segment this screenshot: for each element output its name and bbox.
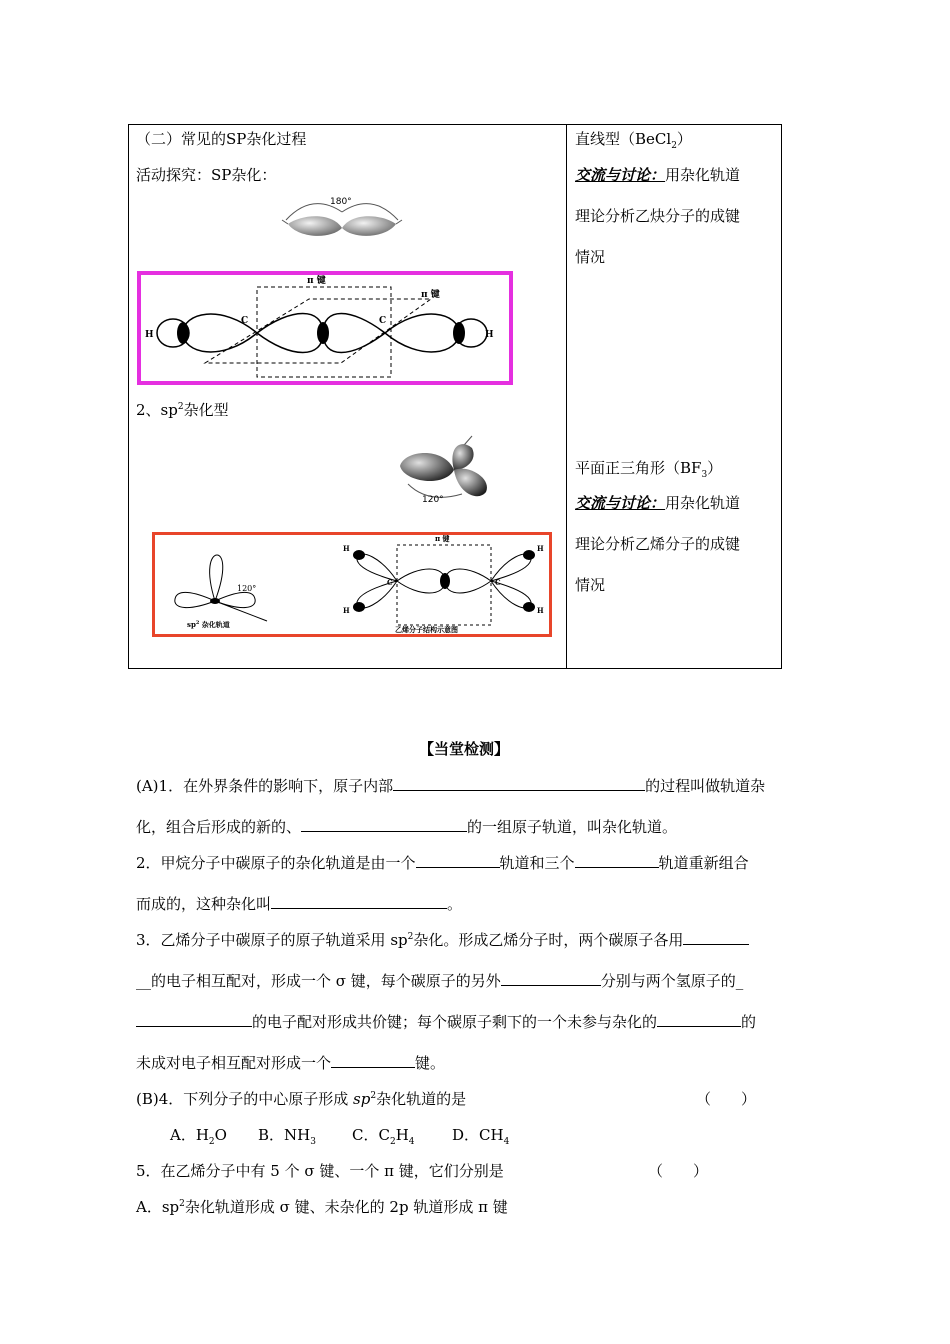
lobe-left [288,216,342,236]
cc-overlap [440,573,450,589]
q5-answer-paren[interactable]: （ ） [648,1162,709,1180]
sp2-lobe-3 [454,469,487,497]
discuss1-label: 交流与讨论： [575,166,666,184]
q3-blank5[interactable] [331,1053,415,1068]
eth-h-ur: H [537,544,544,553]
sp2-orbital-caption: $sp^2$ 杂化轨道 [187,620,230,629]
discuss1-line3: 情况 [575,248,606,266]
q3-blank1[interactable] [683,930,749,945]
q1-line2: 化，组合后形成的新的、 的一组原子轨道，叫杂化轨道。 [136,818,678,836]
q2-line2: 而成的，这种杂化叫 。 [136,895,463,913]
sp2-orbital-sketch [175,555,267,629]
q4-option-d[interactable]: D．$CH_4$ [452,1126,510,1147]
q3-blank3[interactable] [136,1012,252,1027]
sp-lobe-2 [257,314,323,353]
sp-orbital-figure [272,190,412,242]
eth-h-ll: H [343,606,350,615]
q2-blank2[interactable] [575,853,659,868]
eth-h-lr: H [537,606,544,615]
sp-lobe-4 [385,314,459,352]
activity-label: 活动探究：SP杂化： [136,166,277,184]
h-overlap-ur [523,550,535,560]
ethylene-caption: 乙烯分子结构示意图 [395,625,458,634]
sp2-orbital-figure [388,432,500,504]
q5-option-a[interactable]: A．$sp^2$杂化轨道形成 σ 键、未杂化的 2p 轨道形成 π 键 [136,1198,508,1216]
h-overlap-lr [523,602,535,612]
q4-option-a[interactable]: A．$H_2O$ [170,1126,227,1147]
pi-label-right: π 键 [421,290,440,300]
arrow-right [396,220,402,224]
h-overlap-ll [353,602,365,612]
atom-h-right: H [485,330,494,340]
ethylene-structure [343,535,544,634]
check-title: 【当堂检测】 [419,740,510,758]
eth-c-left: C [387,578,393,587]
q4-answer-paren[interactable]: （ ） [696,1090,757,1108]
q3-line1: 3．乙烯分子中碳原子的原子轨道采用 $sp^2$杂化。形成乙烯分子时，两个碳原子各用 [136,929,749,950]
q2-blank3[interactable] [271,894,447,909]
eth-h-ul: H [343,544,350,553]
angle-120-label: 120° [422,495,444,504]
trigonal-type: 平面正三角形$(BF_3)$ [575,459,723,480]
q4-option-c[interactable]: C．$C_2H_4$ [352,1126,415,1147]
sketch-lobe-left [175,592,215,607]
sketch-angle-label: 120° [237,584,257,593]
ethylene-pi-label: π 键 [435,535,450,543]
atom-h-left: H [145,330,154,340]
q1-blank2[interactable] [301,817,467,832]
overlap-2 [317,322,329,344]
overlap-3 [453,322,465,344]
sketch-lobe-right [215,592,255,607]
discuss2-label: 交流与讨论： [575,494,666,512]
sp2-lobe-2 [452,444,473,470]
overlap-1 [177,322,189,344]
sketch-lobe-top [210,555,223,601]
h-overlap-ul [353,550,365,560]
q1-blank1[interactable] [393,776,645,791]
discuss1-line1: 交流与讨论：用杂化轨道 [575,166,741,184]
eth-c-right: C [495,578,501,587]
atom-c-left: C [241,316,249,326]
q3-blank4[interactable] [657,1012,741,1027]
q2-line1: 2．甲烷分子中碳原子的杂化轨道是由一个 轨道和三个 轨道重新组合 [136,854,749,872]
discuss1-line2: 理论分析乙炔分子的成键 [575,207,741,225]
sp-lobe-3 [323,314,385,353]
q3-line3: 的电子配对形成共价键；每个碳原子剩下的一个未参与杂化的 的 [136,1011,756,1032]
discuss2-line2: 理论分析乙烯分子的成键 [575,535,741,553]
sp2-lobe-1 [400,453,454,481]
lobe-right [342,216,396,236]
q4-option-b[interactable]: B．$NH_3$ [258,1126,316,1147]
q3-line4: 未成对电子相互配对形成一个 键。 [136,1054,446,1072]
cc-lobe-left [397,569,445,593]
table-divider [566,125,567,668]
acetylene-diagram [141,275,509,381]
cc-lobe-right [445,569,491,593]
arrow-left [282,220,288,224]
q2-blank1[interactable] [416,853,500,868]
pi-label-top: π 键 [307,276,326,286]
q1-line1: (A)1．在外界条件的影响下，原子内部 的过程叫做轨道杂 [136,777,766,795]
sketch-axis [215,601,267,621]
q3-blank2[interactable] [501,971,601,986]
angle-180-label: 180° [330,197,352,207]
discuss2-line3: 情况 [575,576,606,594]
q5-line: 5．在乙烯分子中有 5 个 σ 键、一个 π 键，它们分别是 [136,1162,504,1180]
q3-line2: __的电子相互配对，形成一个 σ 键，每个碳原子的另外 分别与两个氢原子的_ [136,972,744,990]
q4-line: (B)4．下列分子的中心原子形成 $sp^2$杂化轨道的是 [136,1090,467,1108]
ethylene-diagram [155,535,549,634]
linear-type: 直线型（BeCl$_2$） [575,130,692,151]
sp-heading: （二）常见的SP杂化过程 [136,130,307,148]
discuss2-line1: 交流与讨论：用杂化轨道 [575,494,741,512]
atom-c-right: C [379,316,387,326]
sp2-title: 2、$sp^2$杂化型 [136,401,229,419]
